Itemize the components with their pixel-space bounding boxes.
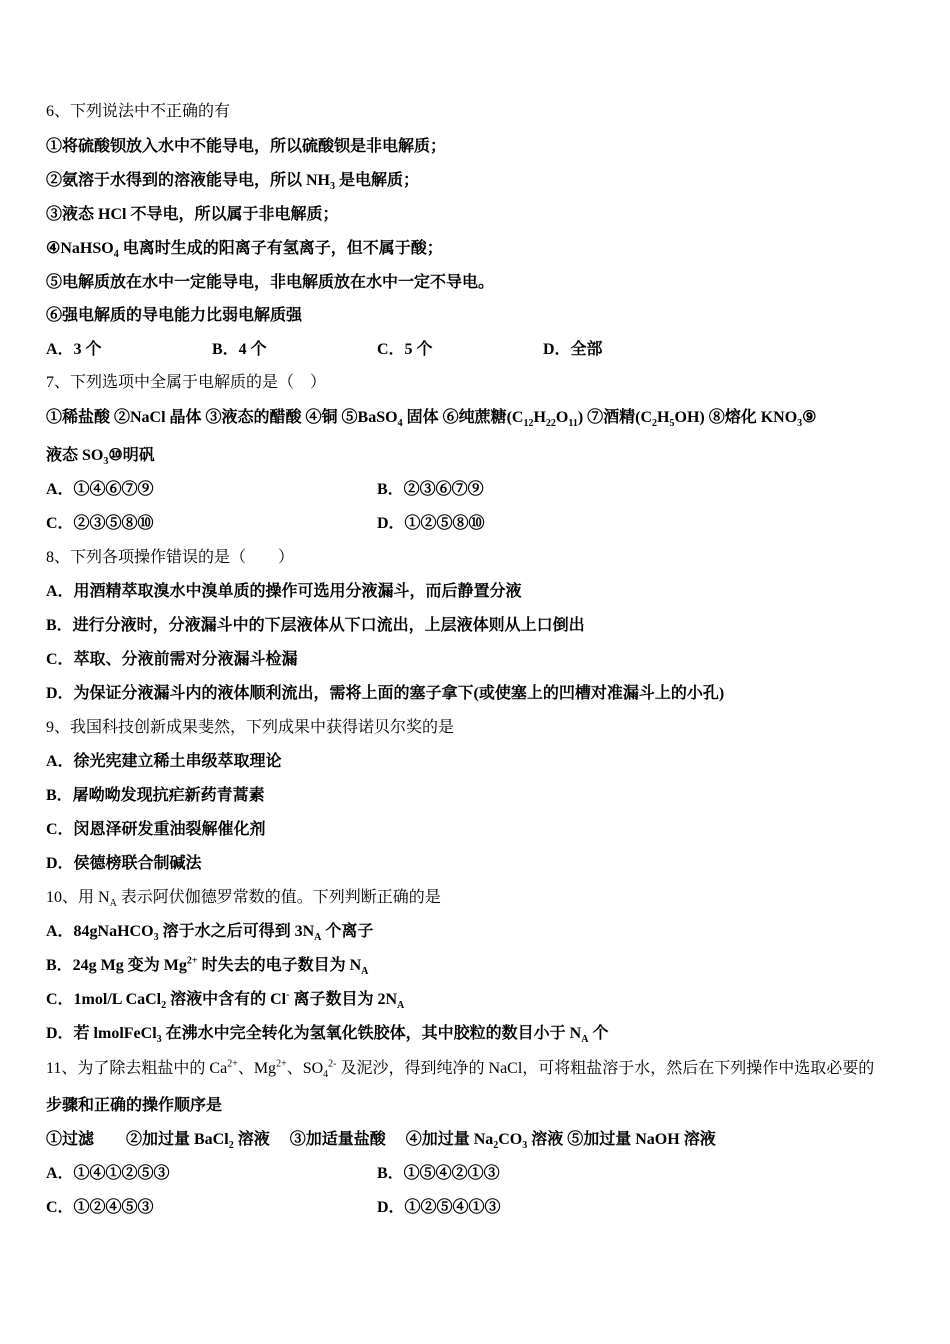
answer-option: D．全部	[543, 341, 603, 358]
line-text: B．屠呦呦发现抗疟新药青蒿素	[46, 787, 265, 804]
subscript: A	[361, 966, 369, 978]
answer-option: B．4 个	[212, 341, 267, 358]
subscript: 2	[493, 1140, 499, 1152]
superscript: 2+	[186, 955, 198, 967]
line-text: ③液态 HCl 不导电，所以属于非电解质；	[46, 206, 339, 223]
line-text: 10、用 $N_A$ 表示阿伏伽德罗常数的值。下列判断正确的是	[46, 889, 441, 910]
line-text: 6、下列说法中不正确的有	[46, 103, 231, 120]
subscript: 2	[161, 1000, 167, 1012]
subscript: 3	[103, 456, 109, 468]
line-text: ⑤电解质放在水中一定能导电，非电解质放在水中一定不导电。	[46, 274, 495, 291]
subscript: 11	[568, 418, 578, 430]
line-text: C．萃取、分液前需对分液漏斗检漏	[46, 651, 298, 668]
subscript: A	[109, 898, 117, 910]
answer-option: D．①②⑤④①③	[377, 1199, 501, 1216]
superscript: 2+	[276, 1058, 287, 1070]
answer-option: D．①②⑤⑧⑩	[377, 515, 485, 532]
subscript: 3	[797, 418, 803, 430]
answer-option: A．①④⑥⑦⑨	[46, 481, 154, 498]
subscript: 12	[523, 418, 534, 430]
subscript: A	[581, 1034, 589, 1046]
line-text: ⑥强电解质的导电能力比弱电解质强	[46, 307, 303, 324]
line-text: 8、下列各项操作错误的是（ ）	[46, 549, 295, 566]
answer-option: C．②③⑤⑧⑩	[46, 515, 154, 532]
superscript: -	[286, 989, 290, 1001]
line-text: C．1mol/L CaCl$_2$ 溶液中含有的 Cl- 离子数目为 $2N_A$	[46, 989, 405, 1012]
subscript: 3	[522, 1140, 528, 1152]
line-text: A．84gNaHCO$_3$ 溶于水之后可得到 $3N_A$ 个离子	[46, 923, 374, 944]
answer-option: C．5 个	[377, 341, 433, 358]
subscript: 4	[323, 1069, 329, 1081]
line-text: 步骤和正确的操作顺序是	[46, 1097, 223, 1114]
line-text: ①将硫酸钡放入水中不能导电，所以硫酸钡是非电解质；	[46, 138, 447, 155]
subscript: A	[314, 932, 322, 944]
superscript: 2-	[328, 1058, 337, 1070]
subscript: 3	[156, 1034, 162, 1046]
line-text: ④NaHSO$_4$ 电离时生成的阳离子有氢离子，但不属于酸；	[46, 240, 443, 261]
subscript: 5	[669, 418, 675, 430]
answer-option: A．3 个	[46, 341, 102, 358]
subscript: 3	[153, 932, 159, 944]
subscript: 2	[228, 1140, 234, 1152]
answer-option: A．①④①②⑤③	[46, 1165, 170, 1182]
superscript: 2+	[227, 1058, 238, 1070]
line-text: B．24g Mg 变为 $Mg^{2+}$ 时失去的电子数目为 $N_A$	[46, 955, 369, 978]
answer-option: B．②③⑥⑦⑨	[377, 481, 484, 498]
line-text: ②氨溶于水得到的溶液能导电，所以 $NH_3$ 是电解质；	[46, 172, 420, 193]
line-text: 9、我国科技创新成果斐然，下列成果中获得诺贝尔奖的是	[46, 719, 455, 736]
subscript: A	[397, 1000, 405, 1012]
line-text: 11、为了除去粗盐中的 $Ca^{2+}$、$Mg^{2+}$、$SO_4^{2-}$ 及泥沙，得到纯净的 NaCl，可将粗盐溶于水，然后在下列操作中选取必要的	[46, 1058, 875, 1081]
line-text: 7、下列选项中全属于电解质的是（ ）	[46, 374, 327, 391]
line-text: C．闵恩泽研发重油裂解催化剂	[46, 821, 266, 838]
line-text: 液态 $SO_3⑩$明矾	[46, 447, 155, 468]
line-text: A．徐光宪建立稀土串级萃取理论	[46, 753, 282, 770]
subscript: 22	[545, 418, 556, 430]
line-text: ①稀盐酸 ②NaCl 晶体 ③液态的醋酸 ④铜 ⑤BaSO$_4$ 固体 ⑥纯蔗糖$(C_{12}H_{22}O_{11})$ ⑦酒精$(C_2H_5OH)$ ⑧熔化 $KNO_3⑨$	[46, 409, 817, 430]
line-text: D．若 lmolFeCl$_3$ 在沸水中完全转化为氢氧化铁胶体，其中胶粒的数目小于 $N_A$ 个	[46, 1025, 609, 1046]
answer-option: B．①⑤④②①③	[377, 1165, 500, 1182]
line-text: ①过滤 ②加过量 BaCl$_2$ 溶液 ③加适量盐酸 ④加过量 $Na_2CO_3$ 溶液 ⑤加过量 NaOH 溶液	[46, 1131, 716, 1152]
subscript: 4	[397, 418, 403, 430]
line-text: D．侯德榜联合制碱法	[46, 855, 202, 872]
subscript: 3	[330, 181, 336, 193]
subscript: 4	[113, 249, 119, 261]
answer-option: C．①②④⑤③	[46, 1199, 154, 1216]
line-text: A．用酒精萃取溴水中溴单质的操作可选用分液漏斗，而后静置分液	[46, 583, 522, 600]
line-text: D．为保证分液漏斗内的液体顺利流出，需将上面的塞子拿下(或使塞上的凹槽对准漏斗上的小孔)	[46, 685, 725, 702]
subscript: 2	[652, 418, 658, 430]
line-text: B．进行分液时，分液漏斗中的下层液体从下口流出，上层液体则从上口倒出	[46, 617, 585, 634]
